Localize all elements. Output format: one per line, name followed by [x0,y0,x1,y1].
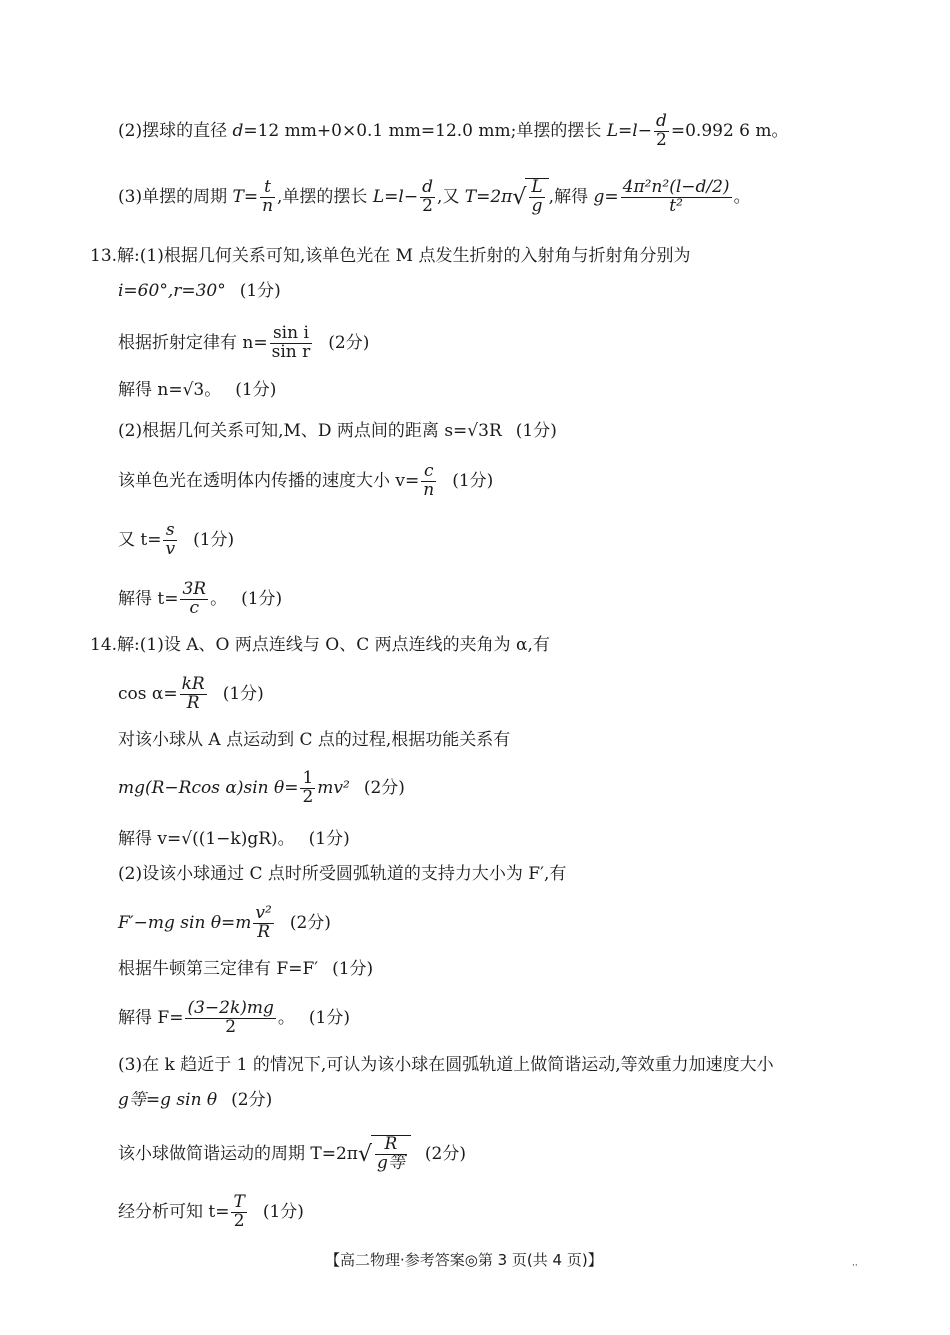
score-label: (2分) [289,912,331,933]
q14-newton-line [118,961,373,978]
fraction-numerator: sin i [270,325,313,344]
q13-angles-line [118,283,281,300]
q13-speed-text: 该单色光在透明体内传播的速度大小 v= [118,470,420,491]
q12-p3-text-i: 。 [733,186,751,207]
score-label: (1分) [235,380,277,400]
q13-part2-text: (2)根据几何关系可知,M、D 两点间的距离 s=√3R [118,421,502,441]
fraction-numerator: 4π²n²(l−d/2) [622,177,730,197]
q12-p2-text-a: (2)摆球的直径 [118,120,233,141]
q13-result-t-tail: 。 [210,588,228,609]
q13-result-t-fraction [180,581,208,618]
q14-process-line: 对该小球从 A 点运动到 C 点的过程,根据功能关系有 [118,730,511,750]
score-label: (1分) [262,1201,304,1222]
corner-marks: ·· [852,1261,858,1271]
q12-p3-text-g: ,解得 [548,186,594,207]
fraction-denominator: 2 [302,786,314,807]
fraction-numerator: R [375,1136,407,1155]
score-label: (1分) [222,683,264,704]
fraction-denominator: R [186,692,200,713]
q12-p3-text-f: T=2π [464,186,513,207]
q13-time-text: 又 t= [118,529,162,550]
sqrt-icon: √ [357,1141,373,1167]
fraction-numerator: 3R [182,579,207,599]
score-label: (1分) [308,1007,350,1028]
fraction-denominator: 2 [656,129,667,150]
fraction-denominator: 2 [422,195,433,216]
q14-result-f-line [118,1000,350,1037]
q14-cos-fraction [180,676,207,713]
q14-heading: 14.解:(1)设 A、O 两点连线与 O、C 两点连线的夹角为 α,有 [90,635,550,655]
score-label: (2分) [231,1090,273,1110]
q13-result-t-line [118,581,282,618]
q13-result-n: 解得 n=√3。 [118,380,222,400]
q14-gravity-line [118,1092,272,1109]
q13-snell-fraction [270,325,313,362]
q12-p3-text-e: ,又 [436,186,465,207]
q13-snell-line [118,325,369,362]
page-footer: 【高二物理·参考答案◎第 3 页(共 4 页)】 [325,1251,603,1269]
q13-part2-line [118,423,557,440]
q12-p2-text-e: =0.992 6 m。 [670,120,789,141]
score-label: (1分) [452,470,494,491]
q14-time-line [118,1194,304,1231]
q14-result-f-text: 解得 F= [118,1007,184,1028]
q14-period-sqrt [371,1135,411,1173]
fraction-denominator: c [189,597,200,618]
q13-speed-fraction [421,463,436,500]
fraction-denominator: R [257,921,271,942]
q12-p3-text-a: (3)单摆的周期 [118,186,233,207]
q12-p3-fraction-3 [621,179,732,216]
score-label: (1分) [308,829,350,849]
q12-p3-text-h: g= [593,186,619,207]
q12-p2-text-c: =12 mm+0×0.1 mm=12.0 mm;单摆的摆长 [243,120,607,141]
q13-snell-text: 根据折射定律有 n= [118,332,268,353]
score-label: (1分) [193,529,235,550]
score-label: (1分) [332,959,374,979]
fraction-denominator: 2 [233,1210,245,1231]
q14-gravity-text: g等=g sin θ [118,1090,218,1110]
fraction-denominator: sin r [271,341,311,362]
q12-p3-fraction-2 [420,179,435,216]
q13-time-line [118,522,234,559]
fraction-denominator: 2 [225,1016,237,1037]
q14-force-fraction [253,905,273,942]
q12-part2-line [118,113,789,150]
q12-p3-sqrt [525,178,548,216]
q14-part3-line: (3)在 k 趋近于 1 的情况下,可认为该小球在圆弧轨道上做简谐运动,等效重力加速度大小 [118,1055,774,1075]
q12-part3-line [118,178,751,216]
q14-energy-fraction [300,770,315,807]
q13-result-t-text: 解得 t= [118,588,179,609]
q14-energy-line [118,770,405,807]
q14-period-text: 该小球做简谐运动的周期 T=2π [118,1143,358,1164]
q12-p2-fraction [654,113,669,150]
q14-part2-line: (2)设该小球通过 C 点时所受圆弧轨道的支持力大小为 F′,有 [118,864,567,884]
fraction-numerator: L [531,177,543,197]
q14-energy-tail: mv² [317,777,350,798]
fraction-numerator: d [422,177,433,197]
score-label: (2分) [328,332,370,353]
score-label: (1分) [239,281,281,301]
fraction-denominator: g [531,195,543,216]
q12-p3-text-c: ,单摆的摆长 [277,186,373,207]
q12-p2-text-d: L=l− [606,120,652,141]
q13-result-n-line [118,382,276,399]
fraction-denominator: v [165,538,176,559]
fraction-numerator: s [163,522,177,541]
score-label: (2分) [363,777,405,798]
q14-cos-line [118,676,264,713]
fraction-numerator: t [260,179,275,198]
q12-p3-fraction-1 [260,179,275,216]
q14-cos-text: cos α= [118,683,178,704]
fraction-numerator: c [421,463,436,482]
score-label: (2分) [424,1143,466,1164]
fraction-denominator: n [262,195,274,216]
q12-p3-text-d: L=l− [372,186,419,207]
q13-heading: 13.解:(1)根据几何关系可知,该单色光在 M 点发生折射的入射角与折射角分别为 [90,246,691,266]
q12-p2-text-b: d [232,120,244,141]
q14-force-line [118,905,331,942]
q13-speed-line [118,463,493,500]
q12-p3-sqrt-fraction [529,179,544,216]
score-label: (1分) [241,588,283,609]
fraction-numerator: d [655,111,667,131]
fraction-numerator: kR [181,674,205,694]
sqrt-icon: √ [512,184,527,210]
fraction-numerator: 1 [302,768,314,788]
q14-period-fraction [375,1136,407,1173]
q13-angles: i=60°,r=30° [118,281,226,301]
q14-result-f-fraction [185,1000,275,1037]
q14-time-fraction [231,1194,246,1231]
q14-force-text: F′−mg sin θ=m [118,912,252,933]
fraction-denominator: t² [669,195,683,216]
score-label: (1分) [515,421,557,441]
q14-result-v-line [118,831,350,848]
q14-time-text: 经分析可知 t= [118,1201,230,1222]
q14-newton-text: 根据牛顿第三定律有 F=F′ [118,959,319,979]
q12-p3-text-b: T= [232,186,259,207]
q14-period-line [118,1135,466,1173]
q14-energy-text: mg(R−Rcos α)sin θ= [118,777,299,798]
fraction-numerator: v² [255,903,272,923]
fraction-numerator: T [233,1192,245,1212]
fraction-denominator: n [423,479,435,500]
q14-result-v: 解得 v=√((1−k)gR)。 [118,829,295,849]
fraction-denominator: g等 [377,1152,405,1173]
q13-time-fraction [163,522,177,559]
q14-result-f-tail: 。 [277,1007,295,1028]
fraction-numerator: (3−2k)mg [187,998,274,1018]
